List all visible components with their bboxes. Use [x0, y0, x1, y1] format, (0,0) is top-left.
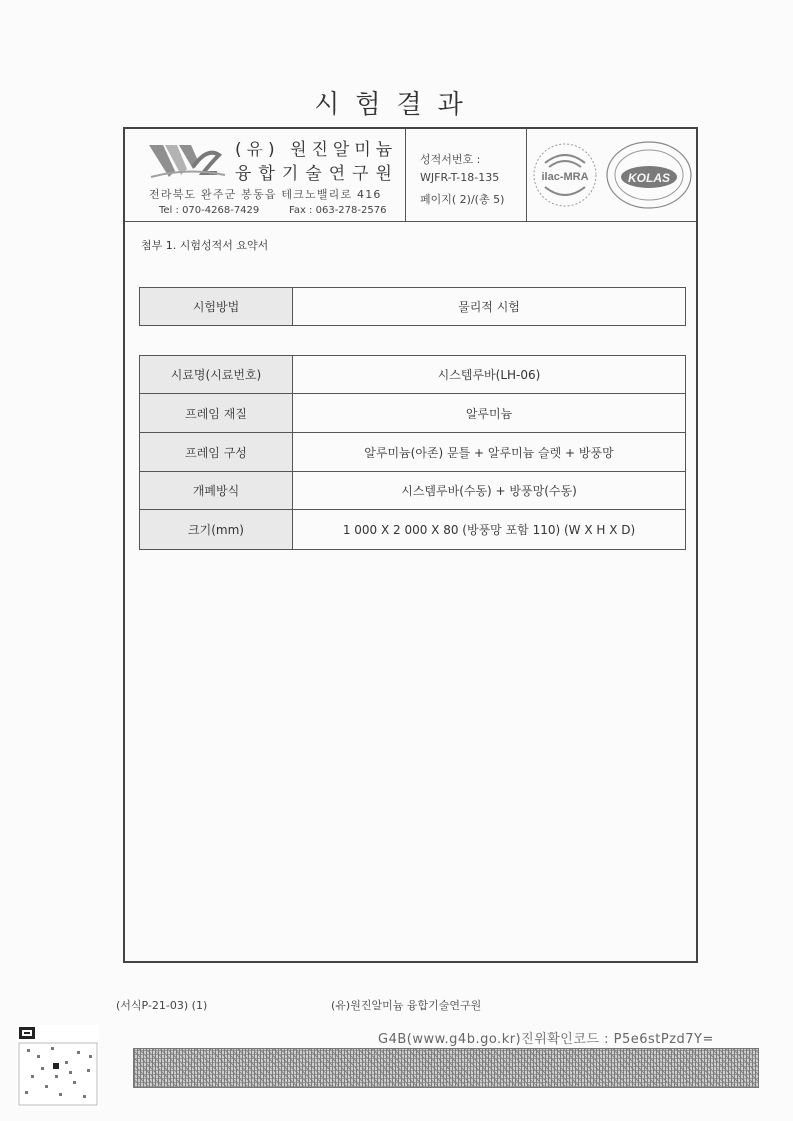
verification-code: G4B(www.g4b.go.kr)진위확인코드 : P5e6stPzd7Y= [378, 1032, 714, 1047]
cert-info [406, 129, 527, 221]
org-name-line2: 융합기술연구원 [235, 164, 399, 184]
org-name-line1: (유) 원진알미늄 [235, 140, 398, 160]
row-value: 1 000 X 2 000 X 80 (방풍망 포함 110) (W X H X D) [293, 510, 686, 550]
kolas-logo-icon [605, 139, 693, 211]
attachment-title: 첨부 1. 시험성적서 요약서 [141, 239, 269, 252]
cert-label: 성적서번호 : [420, 153, 481, 166]
report-frame [123, 127, 698, 963]
footer-org: (유)원진알미늄 융합기술연구원 [331, 999, 482, 1012]
report-header [125, 129, 696, 222]
form-number: (서식P-21-03) (1) [116, 999, 208, 1012]
row-value: 시스템루바(LH-06) [293, 356, 686, 394]
test-method-label: 시험방법 [140, 288, 293, 326]
table-row [140, 510, 686, 550]
row-value: 알루미늄 [293, 394, 686, 433]
security-barcode [133, 1048, 759, 1088]
row-label: 프레임 구성 [140, 433, 293, 472]
row-label: 크기(mm) [140, 510, 293, 550]
row-value: 시스템루바(수동) + 방풍망(수동) [293, 472, 686, 510]
row-value: 알루미늄(아존) 문틀 + 알루미늄 슬렛 + 방풍망 [293, 433, 686, 472]
table-row [140, 472, 686, 510]
org-logo-icon [147, 137, 227, 181]
accreditation-marks [527, 129, 696, 221]
kolas-text: KOLAS [628, 171, 670, 185]
row-label: 프레임 재질 [140, 394, 293, 433]
test-method-value: 물리적 시험 [293, 288, 686, 326]
org-tel: Tel : 070-4268-7429 [159, 205, 260, 216]
row-label: 시료명(시료번호) [140, 356, 293, 394]
test-method-table [139, 287, 686, 326]
summary-table [139, 355, 686, 550]
org-block [125, 129, 406, 221]
page-info: 페이지( 2)/(총 5) [420, 193, 505, 206]
qr-code-icon [17, 1025, 99, 1107]
cert-number: WJFR-T-18-135 [420, 171, 500, 184]
ilac-mra-text: ilac-MRA [541, 171, 589, 183]
table-row [140, 394, 686, 433]
org-fax: Fax : 063-278-2576 [289, 205, 387, 216]
row-label: 개폐방식 [140, 472, 293, 510]
org-address: 전라북도 완주군 봉동읍 테크노밸리로 416 [149, 188, 382, 201]
ilac-mra-logo-icon [531, 141, 599, 209]
table-row [140, 433, 686, 472]
page-title: 시험결과 [314, 90, 479, 120]
table-row [140, 356, 686, 394]
